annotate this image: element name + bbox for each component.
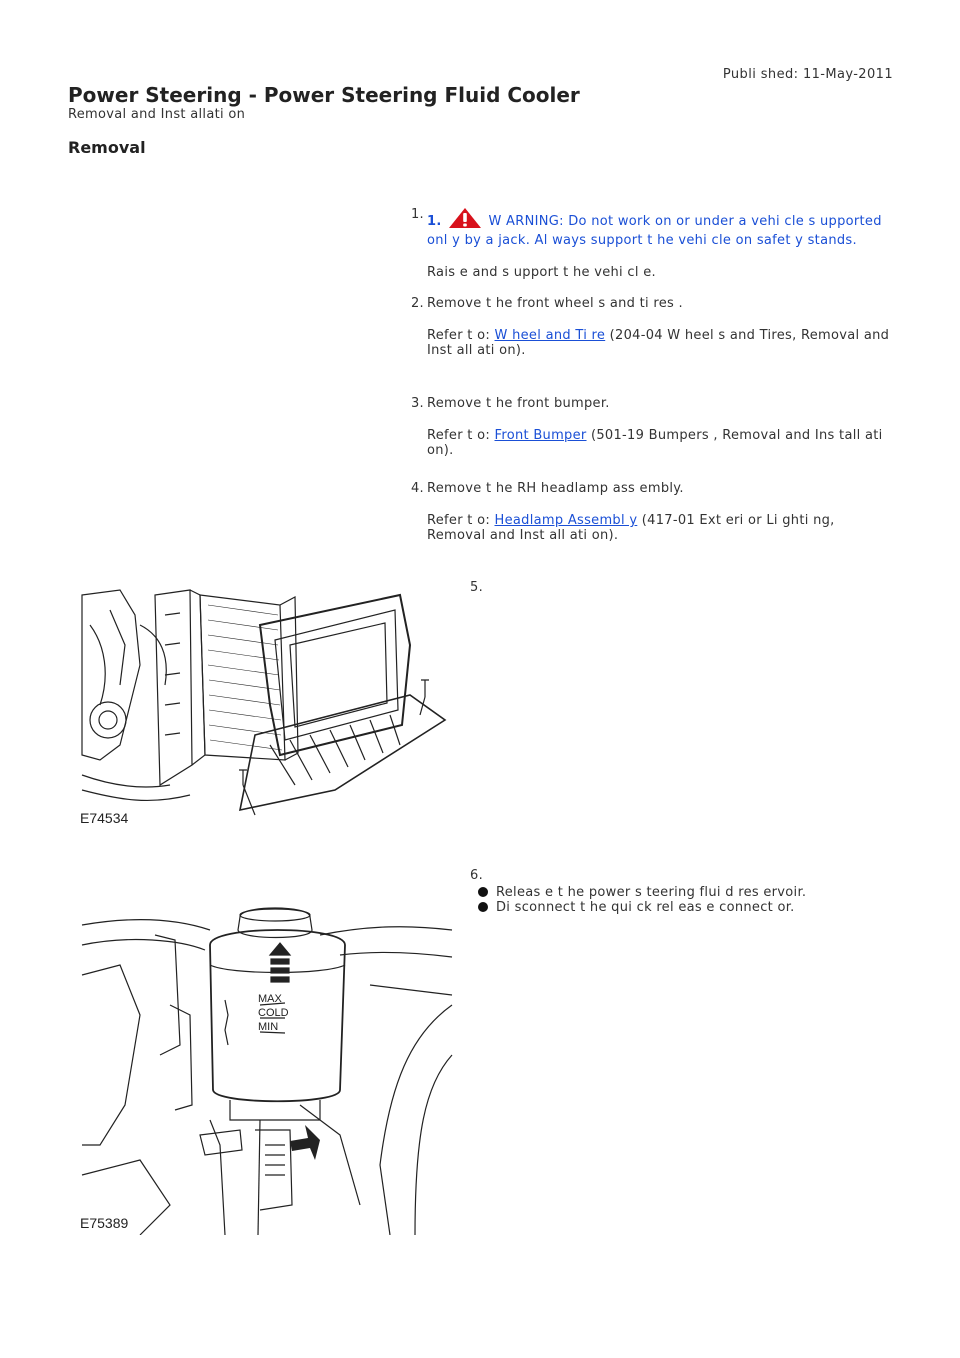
reference-detail: (204-04 W heel s and Tires, Removal and Inst all ati on). <box>427 328 890 358</box>
reservoir-mark-cold: COLD <box>258 1007 289 1019</box>
step-1-text: Rais e and s upport t he vehi cl e. <box>427 265 656 280</box>
section-heading: Removal <box>68 138 146 157</box>
figure-e75389 <box>80 905 455 1235</box>
wheel-and-tire-link[interactable]: W heel and Ti re <box>494 328 606 343</box>
step-4-reference <box>427 513 892 543</box>
step-4-text: Remove t he RH headlamp ass embly. <box>427 481 684 496</box>
reservoir-mark-min: MIN <box>258 1021 279 1033</box>
front-bumper-link[interactable]: Front Bumper <box>494 428 587 443</box>
step-6-bullet-list <box>472 885 890 915</box>
step-3-reference <box>427 428 892 458</box>
step-1-bold-number: 1. <box>427 214 442 229</box>
list-item: Releas e t he power s teering flui d res ervoir. <box>472 885 890 900</box>
warning-icon <box>448 207 482 233</box>
refer-label: Refer t o: <box>427 513 491 528</box>
page-subtitle: Removal and Inst allati on <box>68 107 246 122</box>
figure-label: E74534 <box>80 810 129 826</box>
step-number: 5. <box>470 580 484 595</box>
warning-text: W ARNING: Do not work on or under a vehi cle s upported onl y by a jack. Al ways support t he vehi cle on safet y stands. <box>427 214 882 248</box>
reference-detail: (501-19 Bumpers , Removal and Ins tall ati on). <box>427 428 883 458</box>
step-6 <box>470 868 890 915</box>
headlamp-assembly-link[interactable]: Headlamp Assembl y <box>494 513 638 528</box>
step-number: 3. <box>410 396 424 411</box>
step-number: 4. <box>410 481 424 496</box>
step-number: 6. <box>470 868 484 883</box>
step-2-reference <box>427 328 892 358</box>
page-title: Power Steering - Power Steering Fluid Cooler <box>68 83 580 107</box>
list-item: Di sconnect t he qui ck rel eas e connect or. <box>472 900 890 915</box>
fluid-reservoir-illustration <box>80 905 455 1235</box>
published-date: Publi shed: 11-May-2011 <box>722 67 893 82</box>
step-number: 1. <box>410 207 424 222</box>
step-number: 2. <box>410 296 424 311</box>
refer-label: Refer t o: <box>427 328 491 343</box>
step-5 <box>470 580 960 595</box>
radiator-assembly-illustration <box>80 585 455 830</box>
figure-e74534 <box>80 585 455 830</box>
refer-label: Refer t o: <box>427 428 491 443</box>
reference-detail: (417-01 Ext eri or Li ghti ng, Removal and Inst all ati on). <box>427 513 835 543</box>
figure-label: E75389 <box>80 1215 129 1231</box>
reservoir-mark-max: MAX <box>258 993 282 1005</box>
step-3-text: Remove t he front bumper. <box>427 396 610 411</box>
step-2-text: Remove t he front wheel s and ti res . <box>427 296 683 311</box>
